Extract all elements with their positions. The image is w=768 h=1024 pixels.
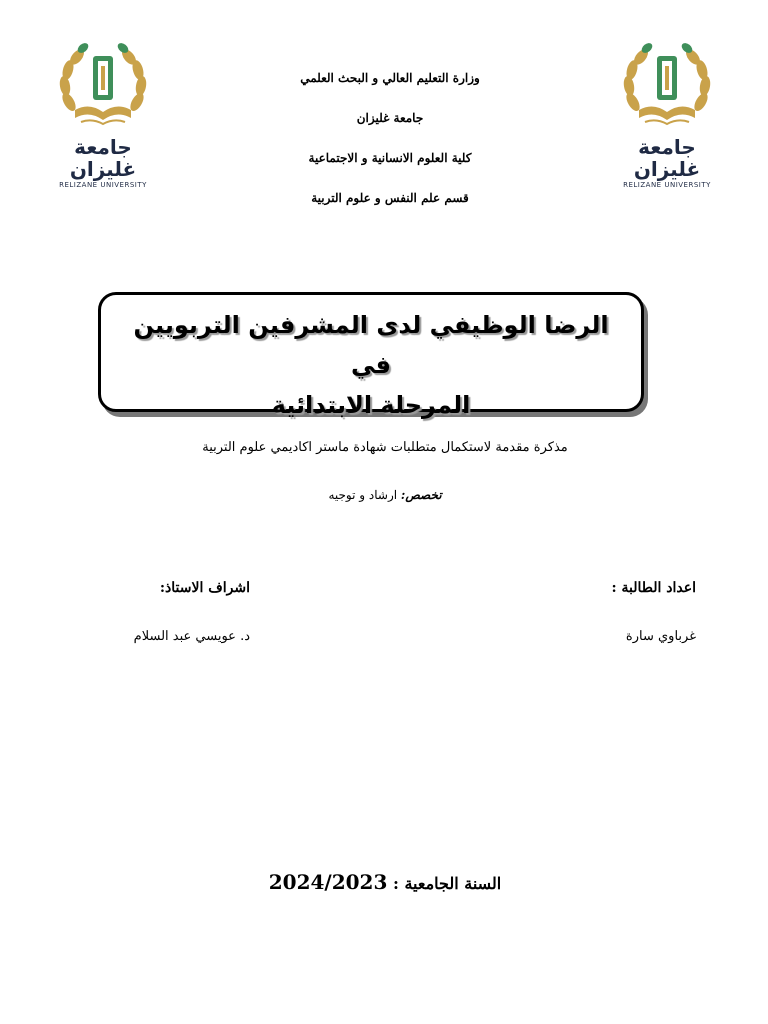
student-block — [476, 578, 696, 646]
academic-year — [200, 870, 570, 894]
university-name: جامعة غليزان — [356, 111, 424, 125]
specialty-label: تخصص: — [400, 488, 442, 502]
logo-english-name: RELIZANE UNIVERSITY — [623, 181, 711, 189]
ministry-name: وزارة التعليم العالي و البحث العلمي — [300, 71, 480, 85]
logo-english-name: RELIZANE UNIVERSITY — [59, 181, 147, 189]
specialty-line — [230, 488, 540, 502]
thesis-title-box — [98, 292, 644, 419]
supervisor-block — [30, 578, 250, 646]
academic-year-label: السنة الجامعية : — [392, 874, 502, 893]
supervisor-name: د. عويسي عبد السلام — [133, 629, 250, 644]
laurel-book-emblem-icon — [619, 42, 715, 134]
institution-header — [230, 70, 550, 230]
academic-year-value: 2024/2023 — [268, 870, 388, 894]
logo-arabic-name: جامعة غليزان — [69, 135, 137, 181]
thesis-title-line-2: المرحلة الابتدائية — [271, 391, 471, 419]
department-name: قسم علم النفس و علوم التربية — [311, 191, 469, 205]
university-logo-left — [48, 42, 158, 189]
thesis-title-line-1: الرضا الوظيفي لدى المشرفين التربويين في — [133, 311, 609, 379]
university-logo-right — [612, 42, 722, 189]
logo-arabic-name: جامعة غليزان — [633, 135, 701, 181]
faculty-name: كلية العلوم الانسانية و الاجتماعية — [308, 151, 472, 165]
student-name: غرباوي سارة — [625, 629, 696, 644]
student-label: اعداد الطالبة : — [611, 580, 696, 596]
supervisor-label: اشراف الاستاذ: — [159, 580, 250, 596]
laurel-book-emblem-icon — [55, 42, 151, 134]
specialty-value: ارشاد و توجيه — [328, 488, 398, 502]
thesis-subtitle: مذكرة مقدمة لاستكمال متطلبات شهادة ماستر اكاديمي علوم التربية — [202, 440, 568, 455]
